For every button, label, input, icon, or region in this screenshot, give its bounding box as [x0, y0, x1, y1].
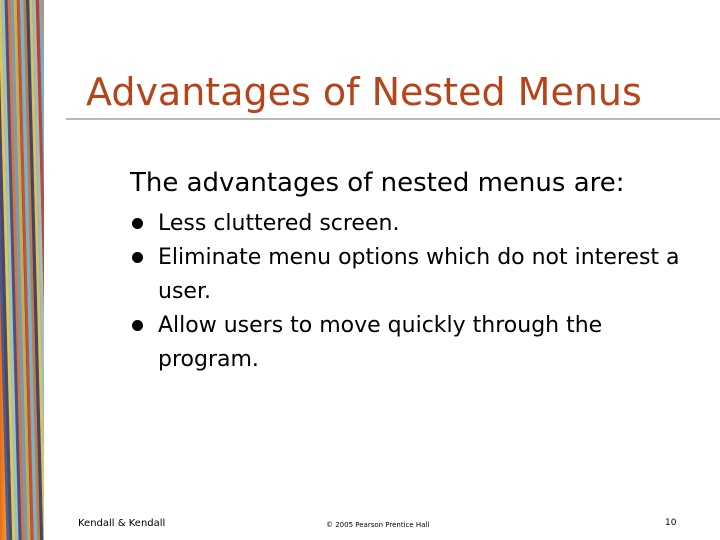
bullet-dot-icon	[132, 320, 143, 331]
woven-band-graphic	[0, 0, 44, 540]
bullet-item	[130, 309, 710, 377]
title-divider	[66, 118, 720, 120]
bullet-dot-icon	[132, 252, 143, 263]
bullet-dot-icon	[132, 218, 143, 229]
bullet-text: Allow users to move quickly through the program.	[158, 313, 603, 372]
bullet-item	[130, 207, 710, 241]
footer-copyright: © 2005 Pearson Prentice Hall	[326, 521, 430, 529]
decorative-woven-band	[0, 0, 44, 540]
bullet-list	[130, 207, 710, 377]
page-number: 10	[665, 518, 677, 528]
bullet-text: Eliminate menu options which do not interest a user.	[158, 245, 680, 304]
slide-title: Advantages of Nested Menus	[86, 70, 642, 114]
intro-text: The advantages of nested menus are:	[130, 168, 625, 198]
footer-author: Kendall & Kendall	[78, 518, 166, 529]
bullet-item	[130, 241, 710, 309]
bullet-text: Less cluttered screen.	[158, 211, 400, 236]
